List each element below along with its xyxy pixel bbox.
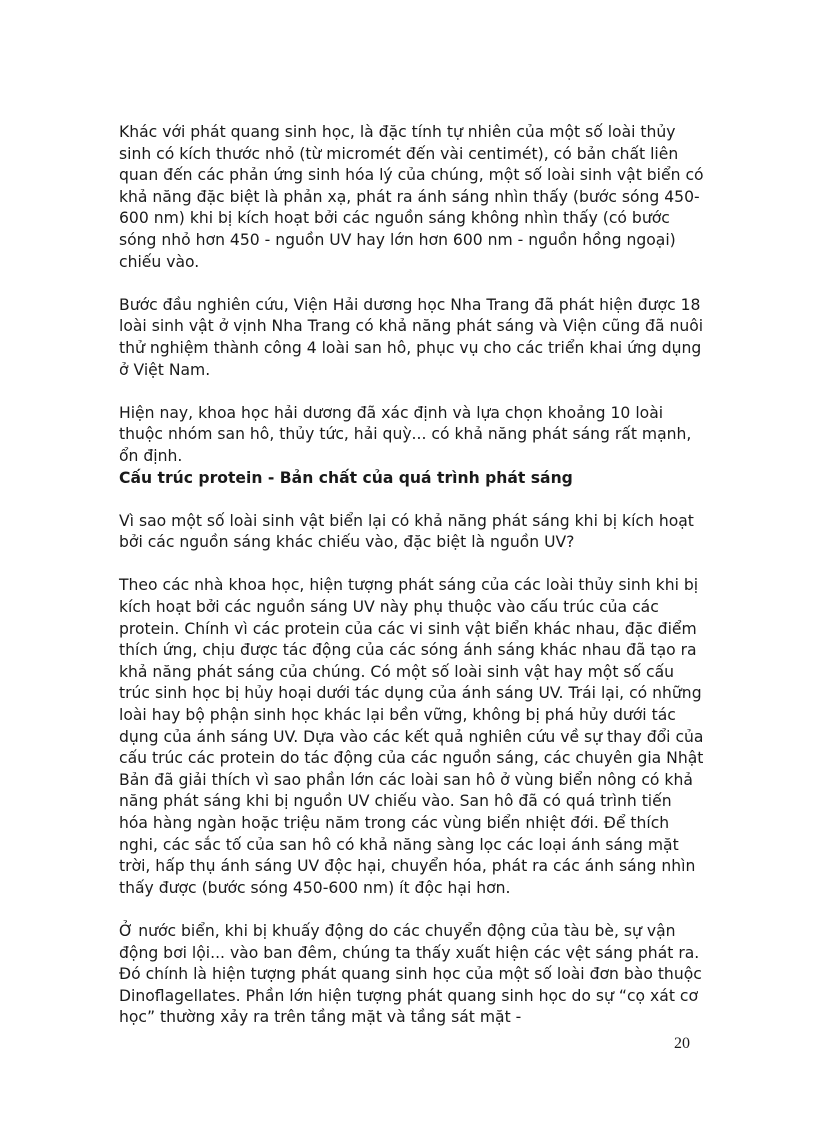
section-paragraph-2: Theo các nhà khoa học, hiện tượng phát sáng của các loài thủy sinh khi bị kích hoạt bởi các nguồn sáng UV này phụ thuộc vào cấu trúc của các protein. Chính vì các protein của các vi sinh vật biển khác nhau, đặc điểm thích ứng, chịu được tác động của các sóng ánh sáng khác nhau đã tạo ra khả năng phát sáng của chúng. Có một số loài sinh vật hay một số cấu trúc sinh học bị hủy hoại dưới tác dụng của ánh sáng UV. Trái lại, có những loài hay bộ phận sinh học khác lại bền vững, không bị phá hủy dưới tác dụng của ánh sáng UV. Dựa vào các kết quả nghiên cứu về sự thay đổi của cấu trúc các protein do tác động của các nguồn sáng, các chuyên gia Nhật Bản đã giải thích vì sao phần lớn các loài san hô ở vùng biển nông có khả năng phát sáng khi bị nguồn UV chiếu vào. San hô đã có quá trình tiến hóa hàng ngàn hoặc triệu năm trong các vùng biển nhiệt đới. Để thích nghi, các sắc tố của san hô có khả năng sàng lọc các loại ánh sáng mặt trời, hấp thụ ánh sáng UV độc hại, chuyển hóa, phát ra các ánh sáng nhìn thấy được (bước sóng 450-600 nm) ít độc hại hơn. (119, 576, 704, 897)
page-number: 20 (674, 1035, 690, 1052)
document-body (119, 122, 704, 1051)
paragraph-1: Khác với phát quang sinh học, là đặc tính tự nhiên của một số loài thủy sinh có kích thước nhỏ (từ micromét đến vài centimét), có bản chất liên quan đến các phản ứng sinh hóa lý của chúng, một số loài sinh vật biển có khả năng đặc biệt là phản xạ, phát ra ánh sáng nhìn thấy (bước sóng 450-600 nm) khi bị kích hoạt bởi các nguồn sáng không nhìn thấy (có bước sóng nhỏ hơn 450 - nguồn UV hay lớn hơn 600 nm - nguồn hồng ngoại) chiếu vào. (119, 123, 704, 271)
section-paragraph-1: Vì sao một số loài sinh vật biển lại có khả năng phát sáng khi bị kích hoạt bởi các nguồn sáng khác chiếu vào, đặc biệt là nguồn UV? (119, 511, 694, 552)
section-heading: Cấu trúc protein - Bản chất của quá trình phát sáng (119, 468, 573, 487)
paragraph-2: Bước đầu nghiên cứu, Viện Hải dương học Nha Trang đã phát hiện được 18 loài sinh vật ở vịnh Nha Trang có khả năng phát sáng và Viện cũng đã nuôi thử nghiệm thành công 4 loài san hô, phục vụ cho các triển khai ứng dụng ở Việt Nam. (119, 295, 704, 379)
section-paragraph-3: Ở nước biển, khi bị khuấy động do các chuyển động của tàu bè, sự vận động bơi lội... vào ban đêm, chúng ta thấy xuất hiện các vệt sáng phát ra. Đó chính là hiện tượng phát quang sinh học của một số loài đơn bào thuộc Dinoflagellates. Phần lớn hiện tượng phát quang sinh học do sự “cọ xát cơ học” thường xảy ra trên tầng mặt và tầng sát mặt - (119, 921, 702, 1027)
paragraph-3: Hiện nay, khoa học hải dương đã xác định và lựa chọn khoảng 10 loài thuộc nhóm san hô, thủy tức, hải quỳ... có khả năng phát sáng rất mạnh, ổn định. (119, 403, 692, 465)
